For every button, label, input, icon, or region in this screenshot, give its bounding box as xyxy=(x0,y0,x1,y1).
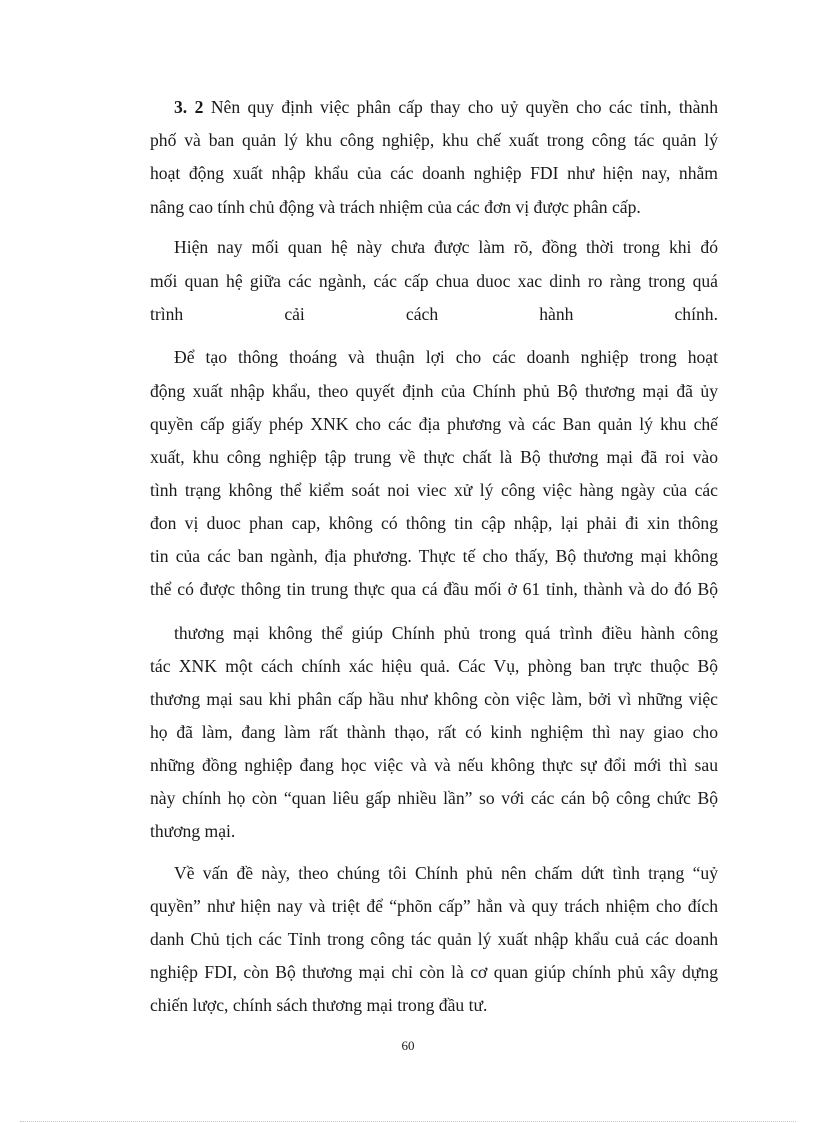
paragraph-3-line-1: Để tạo thông thoáng và thuận lợi cho các doanh nghiệp trong hoạt xyxy=(174,347,718,367)
paragraph-1-line-2: phố và ban quản lý khu công nghiệp, khu chế xuất trong công tác quản lý xyxy=(150,130,718,150)
spread-word: cải xyxy=(284,304,305,324)
paragraph-5-line-2: quyền” như hiện nay và triệt để “phõn cấp” hẳn và quy trách nhiệm cho đích xyxy=(150,896,718,916)
paragraph-5-line-4: nghiệp FDI, còn Bộ thương mại chỉ còn là cơ quan giúp chính phủ xây dựng xyxy=(150,962,718,982)
spread-word: cách xyxy=(405,304,439,324)
paragraph-4-line-5: những đồng nghiệp đang học việc và và nếu không thực sự đổi mới thì sau xyxy=(150,755,718,775)
paragraph-2-line-2: mối quan hệ giữa các ngành, các cấp chua duoc xac dinh ro ràng trong quá xyxy=(150,271,718,291)
spread-word: chính. xyxy=(674,304,718,324)
paragraph-1-line-1-text: Nên quy định việc phân cấp thay cho uỷ quyền cho các tỉnh, thành xyxy=(203,97,718,117)
paragraph-4-line-4: họ đã làm, đang làm rất thành thạo, rất có kinh nghiệm thì nay giao cho xyxy=(150,722,718,742)
paragraph-4-line-2: tác XNK một cách chính xác hiệu quả. Các Vụ, phòng ban trực thuộc Bộ xyxy=(150,656,718,676)
paragraph-4-line-1: thương mại không thể giúp Chính phủ trong quá trình điều hành công xyxy=(174,623,718,643)
paragraph-3-line-4: xuất, khu công nghiệp tập trung về thực chất là Bộ thương mại đã roi vào xyxy=(150,447,718,467)
paragraph-3-line-8: thể có được thông tin trung thực qua cá đầu mối ở 61 tỉnh, thành và do đó Bộ xyxy=(150,579,718,599)
spread-word: trình xyxy=(150,304,184,324)
paragraph-4-line-7: thương mại. xyxy=(150,821,236,841)
paragraph-3-line-3: quyền cấp giấy phép XNK cho các địa phương và các Ban quản lý khu chế xyxy=(150,414,718,434)
paragraph-3-line-6: đon vị duoc phan cap, không có thông tin cập nhập, lại phải đi xin thông xyxy=(150,513,718,533)
paragraph-3-line-5: tình trạng không thể kiểm soát noi viec xử lý công việc hàng ngày của các xyxy=(150,480,718,500)
paragraph-3-line-2: động xuất nhập khẩu, theo quyết định của Chính phủ Bộ thương mại đã ủy xyxy=(150,381,718,401)
paragraph-5-line-3: danh Chủ tịch các Tỉnh trong công tác quản lý xuất nhập khẩu cuả các doanh xyxy=(150,929,718,949)
paragraph-2-line-1: Hiện nay mối quan hệ này chưa được làm rõ, đồng thời trong khi đó xyxy=(174,237,718,257)
paragraph-1-line-3: hoạt động xuất nhập khẩu của các doanh nghiệp FDI như hiện nay, nhằm xyxy=(150,163,718,183)
paragraph-1-line-4: nâng cao tính chủ động và trách nhiệm của các đơn vị được phân cấp. xyxy=(150,197,641,217)
page-number: 60 xyxy=(401,1038,415,1053)
paragraph-5-line-5: chiến lược, chính sách thương mại trong đầu tư. xyxy=(150,995,488,1015)
page-bottom-divider xyxy=(20,1121,796,1122)
paragraph-3-line-7: tin của các ban ngành, địa phương. Thực tế cho thấy, Bộ thương mại không xyxy=(150,546,718,566)
paragraph-4-line-3: thương mại sau khi phân cấp hầu như không còn việc làm, bởi vì những việc xyxy=(150,689,718,709)
paragraph-4-line-6: này chính họ còn “quan liêu gấp nhiều lần” so với các cán bộ công chức Bộ xyxy=(150,788,718,808)
paragraph-2-line-3 xyxy=(150,303,718,325)
section-number: 3. 2 xyxy=(174,97,204,117)
paragraph-5-line-1: Về vấn đề này, theo chúng tôi Chính phủ nên chấm dứt tình trạng “uỷ xyxy=(174,863,718,883)
paragraph-1-line-1 xyxy=(174,96,718,118)
spread-word: hành xyxy=(539,304,574,324)
